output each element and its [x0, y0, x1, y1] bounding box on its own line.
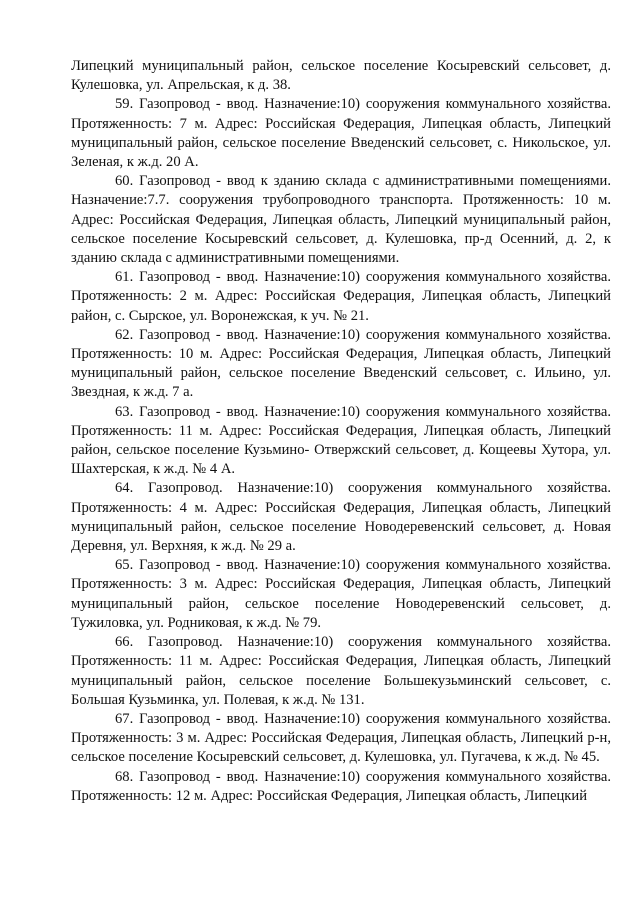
document-page — [71, 57, 611, 806]
paragraph-item-60: 60. Газопровод - ввод к зданию склада с административными помещениями. Назначение:7.7. сооружения трубопроводного транспорта. Протяженность: 10 м. Адрес: Российская Федерация, Липецкая область, Липецкий муниципальный район, сельское поселение Косыревский сельсовет, д. Кулешовка, пр-д Осенний, д. 2, к зданию склада с административными помещениями. — [71, 173, 611, 267]
paragraph-item-66: 66. Газопровод. Назначение:10) сооружения коммунального хозяйства. Протяженность: 11 м. Адрес: Российская Федерация, Липецкая область, Липецкий муниципальный район, сельское поселение Большекузьминский сельсовет, с. Большая Кузьминка, ул. Полевая, к ж.д. № 131. — [71, 634, 611, 708]
paragraph-item-61: 61. Газопровод - ввод. Назначение:10) сооружения коммунального хозяйства. Протяженность: 2 м. Адрес: Российская Федерация, Липецкая область, Липецкий район, с. Сырское, ул. Воронежская, к уч. № 21. — [71, 269, 611, 324]
paragraph-item-67: 67. Газопровод - ввод. Назначение:10) сооружения коммунального хозяйства. Протяженность: 3 м. Адрес: Российская Федерация, Липецкая область, Липецкий р-н, сельское поселение Косыревский сельсовет, д. Кулешовка, ул. Пугачева, к ж.д. № 45. — [71, 710, 611, 766]
paragraph-item-62: 62. Газопровод - ввод. Назначение:10) сооружения коммунального хозяйства. Протяженность: 10 м. Адрес: Российская Федерация, Липецкая область, Липецкий муниципальный район, сельское поселение Введенский сельсовет, с. Ильино, ул. Звездная, к ж.д. 7 а. — [71, 326, 611, 401]
paragraph-item-64: 64. Газопровод. Назначение:10) сооружения коммунального хозяйства. Протяженность: 4 м. Адрес: Российская Федерация, Липецкая область, Липецкий муниципальный район, сельское поселение Новодеревенский сельсовет, д. Новая Деревня, ул. Верхняя, к ж.д. № 29 а. — [71, 480, 611, 555]
paragraph-item-59: 59. Газопровод - ввод. Назначение:10) сооружения коммунального хозяйства. Протяженность: 7 м. Адрес: Российская Федерация, Липецкая область, Липецкий муниципальный район, сельское поселение Введенский сельсовет, с. Никольское, ул. Зеленая, к ж.д. 20 А. — [71, 96, 611, 171]
paragraph-item-68: 68. Газопровод - ввод. Назначение:10) сооружения коммунального хозяйства. Протяженность: 12 м. Адрес: Российская Федерация, Липецкая область, Липецкий — [71, 768, 611, 804]
paragraph-continuation: Липецкий муниципальный район, сельское поселение Косыревский сельсовет, д. Кулешовка, ул. Апрельская, к д. 38. — [71, 58, 611, 94]
paragraph-item-65: 65. Газопровод - ввод. Назначение:10) сооружения коммунального хозяйства. Протяженность: 3 м. Адрес: Российская Федерация, Липецкая область, Липецкий муниципальный район, сельское поселение Новодеревенский сельсовет, д. Тужиловка, ул. Родниковая, к ж.д. № 79. — [71, 557, 611, 631]
paragraph-item-63: 63. Газопровод - ввод. Назначение:10) сооружения коммунального хозяйства. Протяженность: 11 м. Адрес: Российская Федерация, Липецкая область, Липецкий район, сельское поселение Кузьмино- Отвержский сельсовет, д. Кощеевы Хутора, ул. Шахтерская, к ж.д. № 4 А. — [71, 403, 611, 478]
